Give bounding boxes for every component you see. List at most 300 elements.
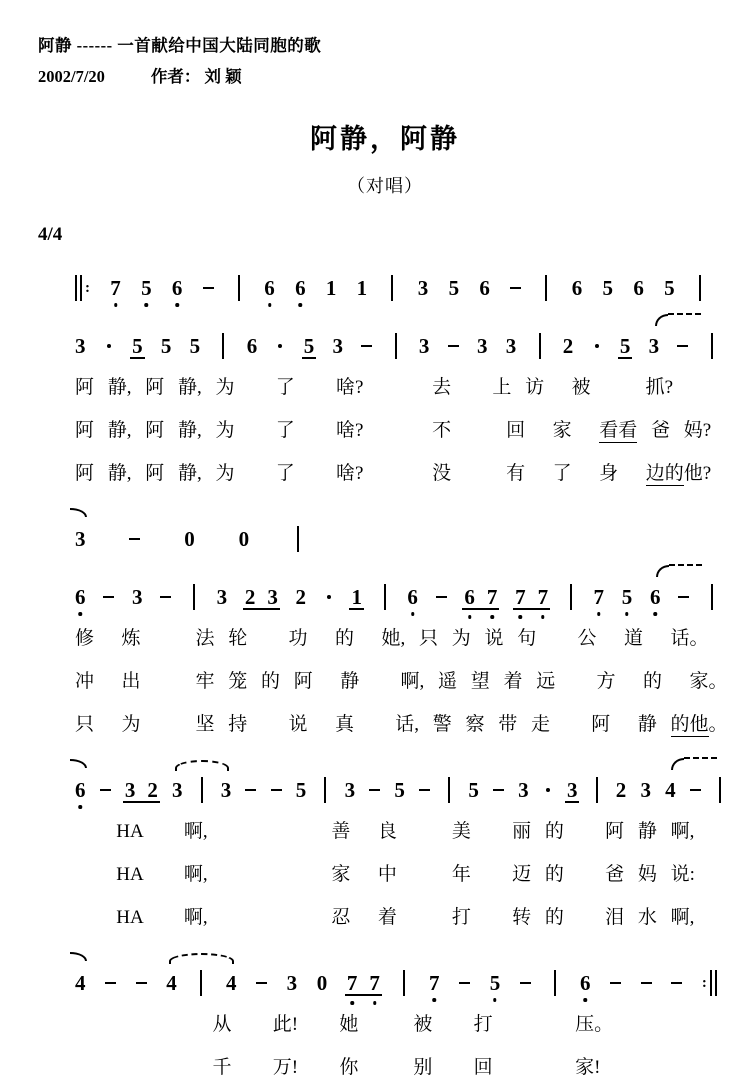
- note-number: 5: [602, 275, 614, 300]
- note-token: [580, 967, 591, 999]
- dash: [136, 982, 147, 985]
- lyric-segment: HA 啊, 家 中 年 迈 的 爸 妈 说:: [75, 864, 695, 885]
- note-number: 5: [295, 777, 307, 802]
- lyric-segment: HA 啊, 善 良 美 丽 的 阿 静 啊,: [75, 821, 695, 842]
- tie-start-mark: [671, 758, 717, 768]
- note-token: [506, 330, 517, 362]
- music-line: [75, 330, 717, 362]
- rhythm-dot: [327, 595, 331, 599]
- dash-token: [671, 967, 682, 999]
- lyric-segment: 他?: [683, 463, 712, 484]
- note-token: [664, 272, 675, 304]
- dash-token: [245, 774, 256, 806]
- dash: [419, 789, 430, 792]
- dot-token: [324, 581, 334, 613]
- barline-stroke: [80, 275, 82, 301]
- dot-token: [592, 330, 602, 362]
- note-token: [75, 330, 86, 362]
- octave-dot: [468, 615, 472, 619]
- note-token: [304, 330, 315, 362]
- dash: [641, 982, 652, 985]
- note-token: [217, 581, 228, 613]
- lyric-segment: 阿 静, 阿 静, 为 了 啥? 去 上 访 被 抓?: [75, 377, 674, 398]
- dash-token: [677, 330, 688, 362]
- note-token: [649, 330, 660, 362]
- lyric-line: [75, 1011, 732, 1038]
- note-number: 3: [220, 777, 232, 802]
- slur-mark: [175, 760, 230, 771]
- rhythm-dot: [107, 344, 111, 348]
- octave-dot: [114, 303, 118, 307]
- barline-stroke: [201, 777, 203, 803]
- note-number: 3: [566, 777, 578, 802]
- dash: [129, 538, 140, 541]
- dash-token: [369, 774, 380, 806]
- note-token: [296, 774, 307, 806]
- rhythm-dot: [278, 344, 282, 348]
- tie-end-mark: [70, 759, 87, 768]
- note-group: [125, 774, 158, 806]
- note-token: [75, 774, 86, 806]
- note-number: 3: [518, 777, 529, 802]
- note-token: [616, 774, 627, 806]
- note-number: 3: [332, 333, 344, 358]
- dash-token: [160, 581, 171, 613]
- time-signature: 4/4: [38, 224, 63, 245]
- tie-start-mark: [655, 314, 701, 324]
- barline: [234, 272, 244, 304]
- note-number: 7: [429, 973, 440, 994]
- note-token: [567, 774, 578, 806]
- note-number: 4: [665, 777, 676, 802]
- octave-dot: [653, 612, 657, 616]
- music-line: [75, 774, 725, 806]
- music-line: [75, 967, 717, 999]
- note-number: 5: [303, 333, 315, 358]
- dash-token: [129, 523, 140, 555]
- dash-token: [103, 581, 114, 613]
- note-token: [394, 774, 405, 806]
- note-number: 3: [648, 333, 660, 358]
- dash-token: [271, 774, 282, 806]
- note-token: [172, 774, 183, 806]
- octave-dot: [541, 615, 545, 619]
- octave-dot: [493, 998, 497, 1002]
- dash-token: [520, 967, 531, 999]
- lyric-segment: 看看: [599, 420, 638, 441]
- note-token: [287, 967, 298, 999]
- lyric-segment: 从 此! 她 被 打 压。: [75, 1014, 614, 1035]
- note-number: 3: [286, 970, 298, 995]
- dash-token: [610, 967, 621, 999]
- note-number: 2: [244, 584, 256, 609]
- note-token: [172, 272, 183, 304]
- note-token: [490, 967, 501, 999]
- barline: [444, 774, 454, 806]
- song-title: 阿静，阿静: [310, 124, 460, 154]
- octave-dot: [373, 1001, 377, 1005]
- barline-stroke: [403, 970, 405, 996]
- note-number: 7: [487, 587, 498, 608]
- tie-start-mark: [656, 565, 702, 575]
- barline-stroke: [711, 333, 713, 359]
- dash: [493, 789, 504, 792]
- barline-stroke: [448, 777, 450, 803]
- lyric-segment: 的他: [670, 714, 709, 735]
- note-token: [296, 581, 307, 613]
- barline: [387, 272, 397, 304]
- barline: [293, 523, 303, 555]
- note-number: 7: [538, 587, 549, 608]
- octave-dot: [175, 303, 179, 307]
- note-token: [633, 272, 644, 304]
- barline: [695, 272, 705, 304]
- note-number: 2: [295, 584, 307, 609]
- repeat-dots: :: [85, 279, 90, 296]
- note-number: 6: [650, 587, 661, 608]
- song-meta-line: [38, 63, 732, 87]
- song-date: 2002/7/20: [38, 67, 105, 86]
- note-number: 2: [562, 333, 574, 358]
- barline-stroke: [324, 777, 326, 803]
- score-body: [38, 272, 732, 1081]
- note-group: [515, 581, 548, 613]
- note-number: 5: [160, 333, 172, 358]
- octave-dot: [299, 303, 303, 307]
- note-token: [161, 330, 172, 362]
- tie-end-mark: [70, 508, 87, 517]
- lyric-segment: 只 为 坚 持 说 真 话, 警 察 带 走 阿 静: [75, 714, 671, 735]
- dash: [610, 982, 621, 985]
- barline: [707, 581, 717, 613]
- note-number: 3: [75, 526, 86, 551]
- note-number: 3: [131, 584, 143, 609]
- dash-token: [256, 967, 267, 999]
- barline: [189, 581, 199, 613]
- note-number: 3: [418, 333, 430, 358]
- barline-stroke: [710, 970, 712, 996]
- dot-token: [275, 330, 285, 362]
- note-token: [247, 330, 258, 362]
- octave-dot: [625, 612, 629, 616]
- music-line: [75, 523, 303, 555]
- lyric-segment: HA 啊, 忍 着 打 转 的 泪 水 啊,: [75, 907, 695, 928]
- barline-stroke: [554, 970, 556, 996]
- barline-stroke: [545, 275, 547, 301]
- note-number: 1: [351, 584, 362, 609]
- dash: [100, 789, 111, 792]
- note-token: [477, 330, 488, 362]
- note-token: [75, 581, 86, 613]
- note-group: [245, 581, 278, 613]
- note-number: 2: [615, 777, 627, 802]
- dash-token: [459, 967, 470, 999]
- dash: [203, 287, 214, 290]
- dash-token: [690, 774, 701, 806]
- octave-dot: [597, 612, 601, 616]
- note-number: 3: [216, 584, 228, 609]
- note-token: [75, 523, 86, 555]
- note-number: 0: [316, 970, 328, 995]
- tie-end-mark: [70, 952, 87, 961]
- note-number: 6: [464, 587, 475, 608]
- note-number: 7: [515, 587, 526, 608]
- note-number: 4: [225, 970, 237, 995]
- slur-mark: [169, 953, 235, 964]
- barline: [535, 330, 545, 362]
- lyric-segment: 边的: [645, 463, 684, 484]
- lyric-line: [75, 818, 732, 845]
- note-number: 5: [132, 333, 143, 358]
- note-token: [518, 774, 529, 806]
- lyric-line: [75, 1054, 732, 1081]
- note-token: [75, 967, 86, 999]
- note-token: [345, 774, 356, 806]
- note-number: 5: [189, 333, 201, 358]
- dash: [671, 982, 682, 985]
- note-group: [347, 967, 380, 999]
- note-token: [594, 581, 605, 613]
- barline: [197, 774, 207, 806]
- note-number: 7: [347, 973, 358, 994]
- note-number: 5: [468, 777, 479, 802]
- barline-stroke: [391, 275, 393, 301]
- dash: [677, 345, 688, 348]
- dot-token: [543, 774, 553, 806]
- dash: [678, 596, 689, 599]
- barline-stroke: [715, 970, 717, 996]
- lyric-line: [75, 668, 732, 695]
- barline-stroke: [238, 275, 240, 301]
- music-line: [75, 272, 705, 304]
- octave-dot: [79, 805, 83, 809]
- note-number: 6: [571, 275, 583, 300]
- song-subtitle: （对唱）: [347, 176, 423, 196]
- lyric-line: [75, 625, 732, 652]
- octave-dot: [411, 612, 415, 616]
- barline: [592, 774, 602, 806]
- barline: [399, 967, 409, 999]
- dash-token: [641, 967, 652, 999]
- lyric-segment: 爸 妈?: [637, 420, 712, 441]
- dash: [520, 982, 531, 985]
- repeat-dots: :: [701, 974, 707, 991]
- note-number: 5: [619, 333, 631, 358]
- note-number: 3: [417, 275, 429, 300]
- rhythm-dot: [546, 788, 550, 792]
- barline: [391, 330, 401, 362]
- note-number: 7: [369, 973, 380, 994]
- note-number: 6: [479, 275, 490, 300]
- dash-token: [678, 581, 689, 613]
- octave-dot: [519, 615, 523, 619]
- note-number: 4: [166, 970, 177, 995]
- note-token: [603, 272, 614, 304]
- lyric-line: [75, 417, 732, 444]
- note-number: 3: [124, 777, 136, 802]
- barline: [550, 967, 560, 999]
- note-number: 6: [75, 780, 86, 801]
- note-token: [479, 272, 490, 304]
- note-token: [141, 272, 152, 304]
- barline: [75, 272, 90, 304]
- note-token: [640, 774, 651, 806]
- barline: [196, 967, 206, 999]
- dash: [105, 982, 116, 985]
- note-number: 3: [344, 777, 356, 802]
- barline-stroke: [539, 333, 541, 359]
- barline-stroke: [200, 970, 202, 996]
- song-dedication-note: 阿静 ------ 一首献给中国大陆同胞的歌: [38, 36, 322, 55]
- note-token: [333, 330, 344, 362]
- dot-token: [104, 330, 114, 362]
- dash: [271, 789, 282, 792]
- barline-stroke: [384, 584, 386, 610]
- dash-token: [436, 581, 447, 613]
- note-token: [620, 330, 631, 362]
- note-group: [464, 581, 497, 613]
- note-number: 5: [664, 275, 675, 300]
- note-number: 6: [264, 278, 275, 299]
- dash: [103, 596, 114, 599]
- dash: [436, 596, 447, 599]
- dash: [245, 789, 256, 792]
- note-number: 5: [141, 278, 152, 299]
- octave-dot: [490, 615, 494, 619]
- dash: [690, 789, 701, 792]
- note-token: [221, 774, 232, 806]
- note-token: [295, 272, 306, 304]
- lyric-line: [75, 711, 732, 738]
- note-number: 3: [505, 333, 517, 358]
- barline: [320, 774, 330, 806]
- note-number: 5: [448, 275, 460, 300]
- note-token: [419, 330, 430, 362]
- barline: [218, 330, 228, 362]
- note-token: [357, 272, 368, 304]
- lyric-segment: 千 万! 你 别 回 家!: [75, 1057, 601, 1078]
- note-number: 6: [295, 278, 306, 299]
- octave-dot: [433, 998, 437, 1002]
- note-number: 6: [633, 275, 644, 300]
- note-number: 2: [147, 777, 158, 802]
- barline-stroke: [193, 584, 195, 610]
- note-token: [326, 272, 337, 304]
- note-token: [351, 581, 362, 613]
- note-number: 6: [246, 333, 258, 358]
- note-number: 3: [476, 333, 488, 358]
- lyric-line: [75, 904, 732, 931]
- note-token: [190, 330, 201, 362]
- note-token: [132, 330, 143, 362]
- dash: [510, 287, 521, 290]
- octave-dot: [145, 303, 149, 307]
- lyric-line: [75, 861, 732, 888]
- note-token: [418, 272, 429, 304]
- dash: [256, 982, 267, 985]
- dash: [369, 789, 380, 792]
- note-number: 3: [75, 333, 86, 358]
- note-number: 3: [267, 584, 278, 609]
- dash-token: [100, 774, 111, 806]
- barline-stroke: [570, 584, 572, 610]
- note-token: [622, 581, 633, 613]
- barline: [702, 967, 717, 999]
- rest-token: [239, 523, 250, 555]
- barline-stroke: [711, 584, 713, 610]
- dash-token: [419, 774, 430, 806]
- octave-dot: [584, 998, 588, 1002]
- song-author: 作者： 刘 颖: [150, 67, 242, 86]
- barline: [380, 581, 390, 613]
- music-line: [75, 581, 717, 613]
- note-number: 1: [356, 275, 368, 300]
- dash-token: [136, 967, 147, 999]
- note-token: [226, 967, 237, 999]
- note-number: 6: [407, 587, 418, 608]
- lyric-line: [75, 374, 732, 401]
- note-token: [110, 272, 121, 304]
- lyric-segment: 冲 出 牢 笼 的 阿 静 啊, 遥 望 着 远 方 的 家。: [75, 671, 728, 692]
- barline-stroke: [719, 777, 721, 803]
- note-token: [407, 581, 418, 613]
- barline: [715, 774, 725, 806]
- note-token: [665, 774, 676, 806]
- note-token: [468, 774, 479, 806]
- note-number: 5: [394, 777, 405, 802]
- lyric-segment: 修 炼 法 轮 功 的 她, 只 为 说 句 公 道 话。: [75, 628, 709, 649]
- note-number: 3: [640, 777, 651, 802]
- note-number: 5: [490, 973, 501, 994]
- note-number: 0: [184, 526, 195, 551]
- note-number: 7: [594, 587, 605, 608]
- rest-token: [317, 967, 328, 999]
- rhythm-dot: [595, 344, 599, 348]
- barline-stroke: [297, 526, 299, 552]
- barline-stroke: [699, 275, 701, 301]
- note-number: 5: [622, 587, 633, 608]
- dash: [459, 982, 470, 985]
- dash-token: [105, 967, 116, 999]
- note-number: 3: [171, 777, 183, 802]
- note-token: [449, 272, 460, 304]
- note-number: 7: [110, 278, 121, 299]
- barline-stroke: [395, 333, 397, 359]
- barline-stroke: [596, 777, 598, 803]
- note-token: [429, 967, 440, 999]
- octave-dot: [79, 612, 83, 616]
- note-token: [572, 272, 583, 304]
- octave-dot: [350, 1001, 354, 1005]
- dash-token: [203, 272, 214, 304]
- note-number: 4: [75, 970, 86, 995]
- note-number: 0: [238, 526, 250, 551]
- note-number: 6: [172, 278, 183, 299]
- dash-token: [493, 774, 504, 806]
- lyric-line: [75, 460, 732, 487]
- note-number: 1: [325, 275, 337, 300]
- note-token: [650, 581, 661, 613]
- dash-token: [448, 330, 459, 362]
- dash-token: [361, 330, 372, 362]
- note-token: [166, 967, 177, 999]
- note-token: [264, 272, 275, 304]
- lyric-segment: 阿 静, 阿 静, 为 了 啥? 没 有 了 身: [75, 463, 646, 484]
- dash: [160, 596, 171, 599]
- barline: [566, 581, 576, 613]
- note-token: [132, 581, 143, 613]
- note-number: 6: [75, 587, 86, 608]
